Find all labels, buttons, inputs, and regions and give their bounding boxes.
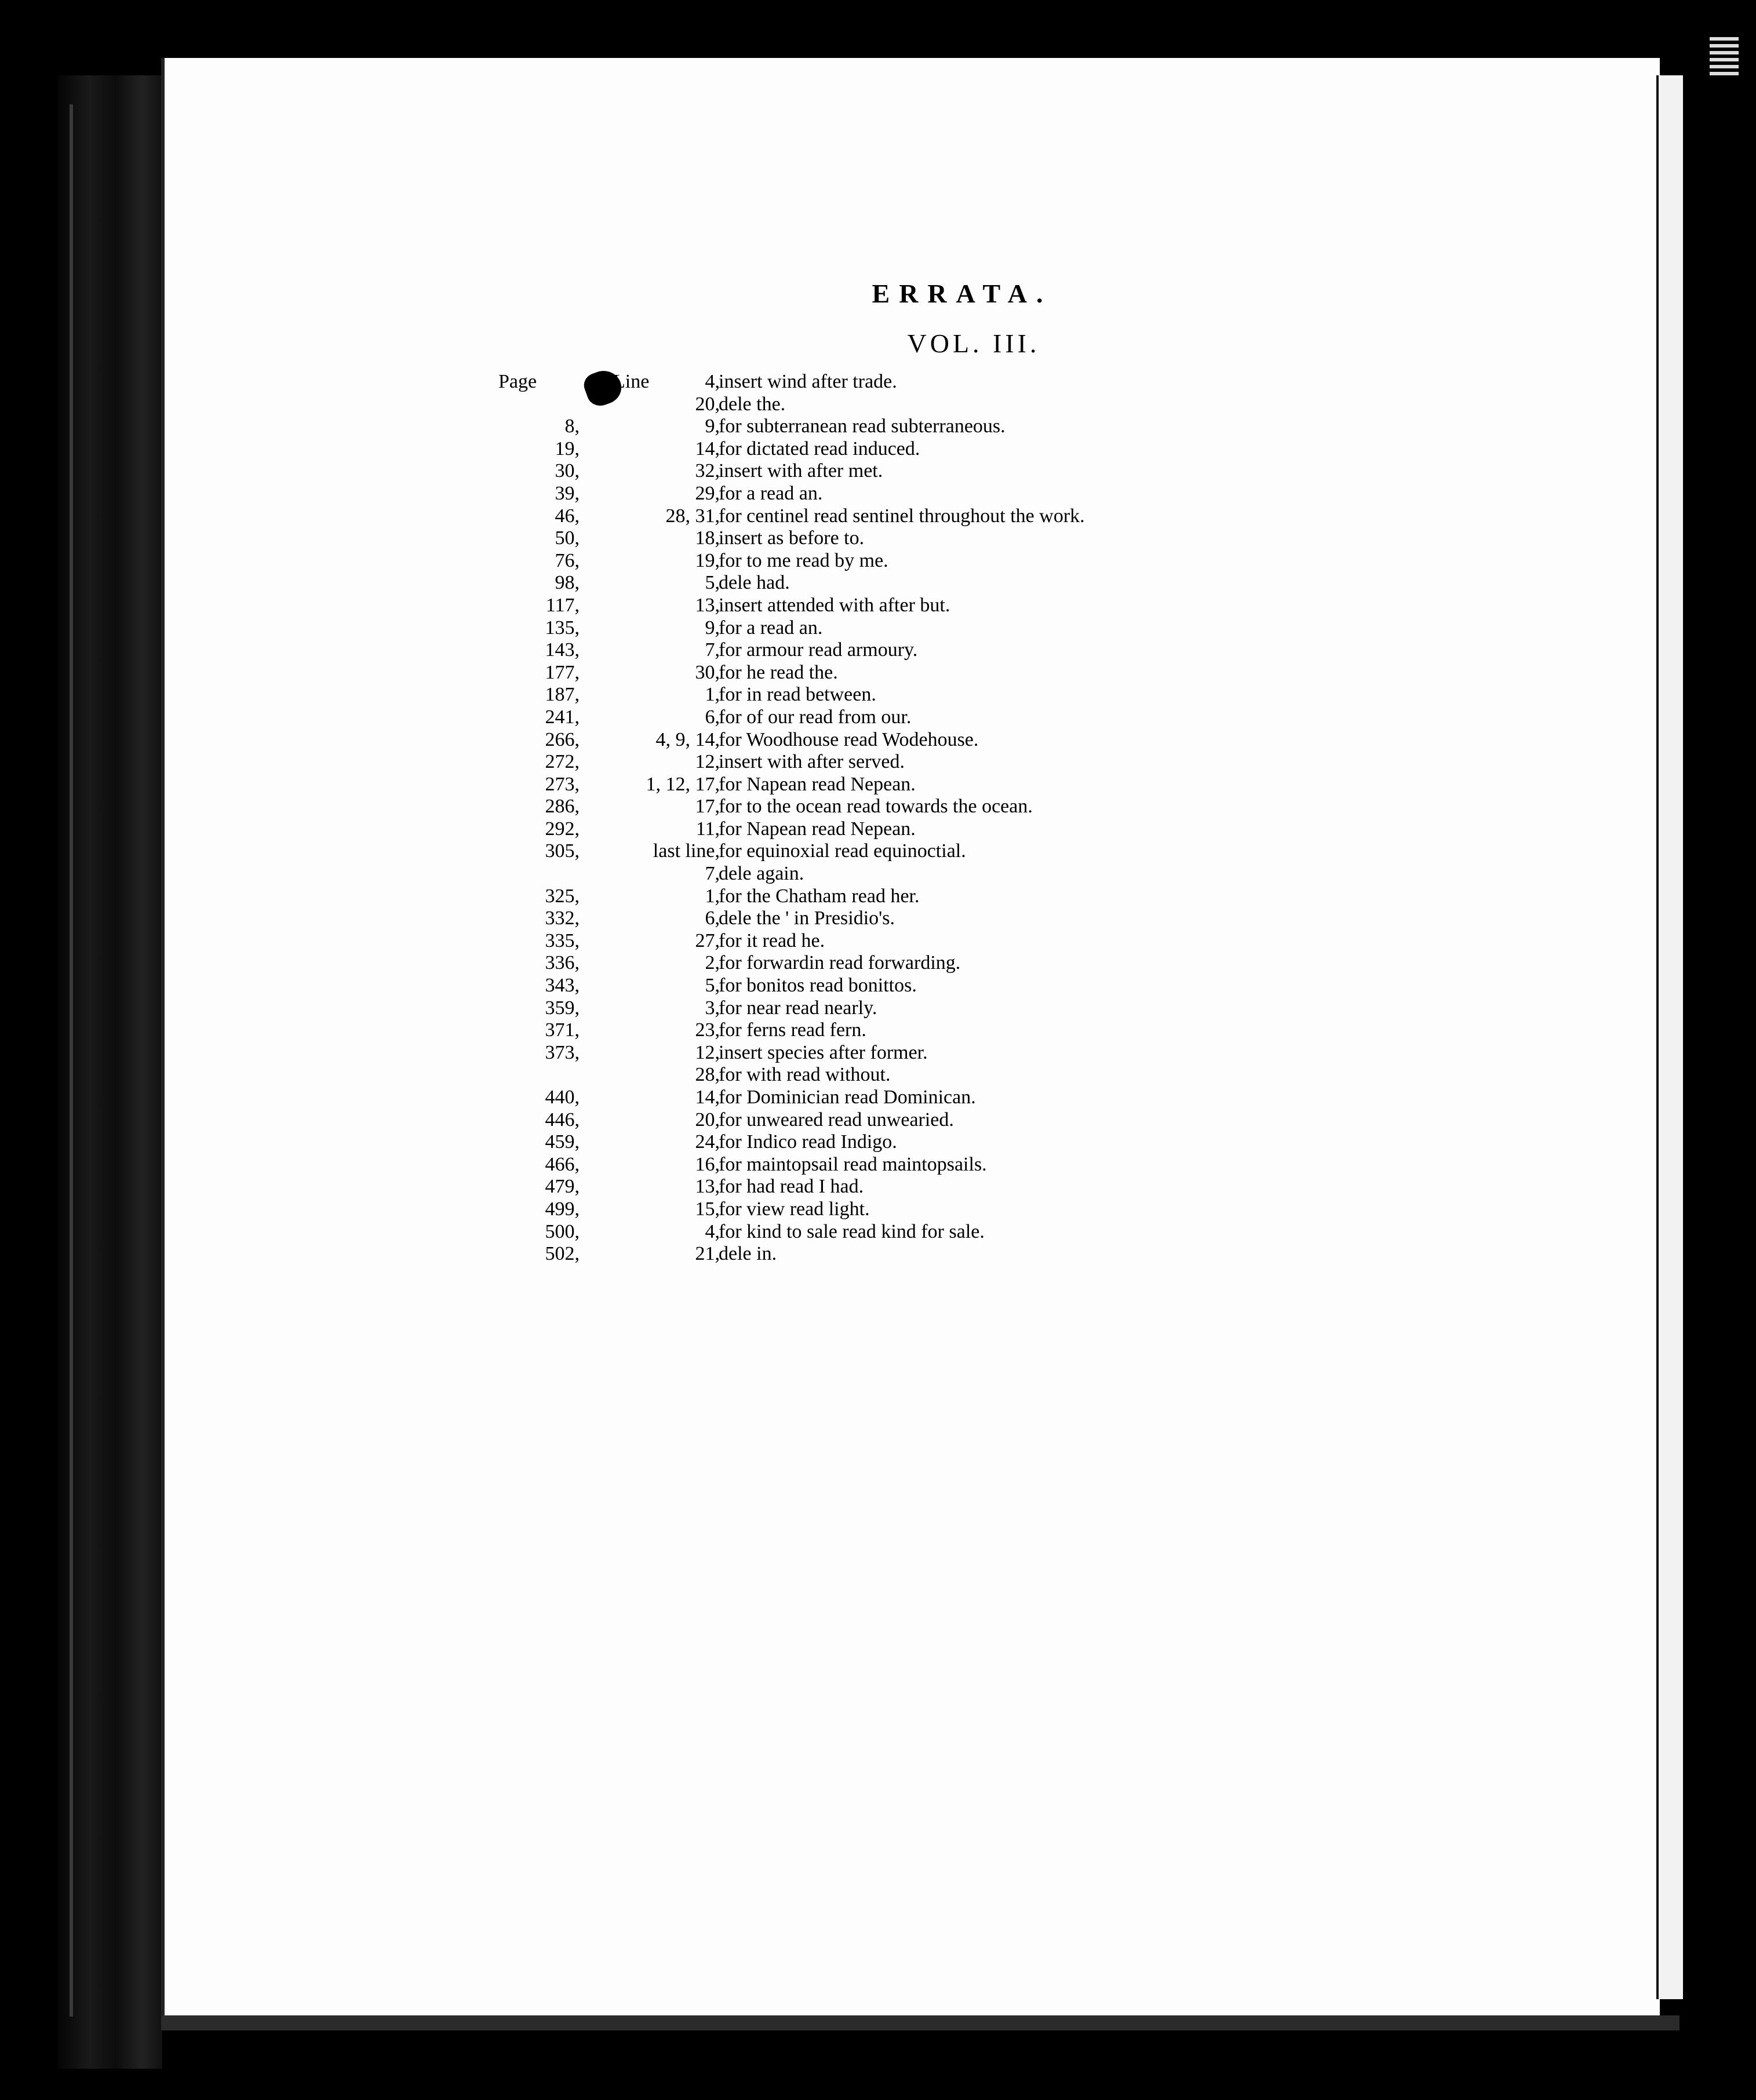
page-number: 46, [555, 505, 580, 527]
errata-row [487, 415, 1472, 438]
errata-row [487, 1221, 1472, 1244]
page-number: 500, [545, 1220, 580, 1242]
errata-row [487, 460, 1472, 483]
errata-row [487, 527, 1472, 550]
line-number: 7, [705, 639, 720, 661]
page-number: 241, [545, 706, 580, 728]
page-number: 359, [545, 997, 580, 1019]
page-number: 371, [545, 1019, 580, 1041]
page-number: 286, [545, 796, 580, 818]
page-number: 292, [545, 818, 580, 840]
correction-text: for with read without. [719, 1064, 891, 1086]
correction-text: for in read between. [719, 684, 876, 706]
errata-row [487, 1243, 1472, 1266]
correction-text: dele in. [719, 1243, 777, 1265]
page-number: 117, [545, 594, 580, 616]
line-number: 14, [695, 437, 720, 460]
errata-row [487, 863, 1472, 885]
correction-text: for unweared read unwearied. [719, 1109, 954, 1131]
line-number: 20, [695, 1109, 720, 1131]
errata-row [487, 1087, 1472, 1109]
errata-row [487, 371, 1472, 393]
page-number: 335, [545, 929, 580, 951]
errata-row [487, 729, 1472, 752]
page-number: 273, [545, 773, 580, 795]
errata-row [487, 639, 1472, 662]
errata-row [487, 393, 1472, 416]
correction-text: for forwardin read forwarding. [719, 952, 961, 974]
errata-row [487, 684, 1472, 706]
correction-text: for to the ocean read towards the ocean. [719, 796, 1033, 818]
correction-text: for to me read by me. [719, 549, 888, 571]
errata-row [487, 572, 1472, 595]
errata-row [487, 662, 1472, 684]
line-number: 15, [695, 1198, 720, 1220]
errata-row [487, 438, 1472, 461]
page-number: 343, [545, 975, 580, 997]
errata-list [487, 371, 1472, 1266]
page-number: 2, [591, 371, 606, 392]
line-number: 29, [695, 482, 720, 504]
correction-text: insert with after served. [719, 751, 905, 773]
correction-text: for ferns read fern. [719, 1019, 866, 1041]
correction-text: for Napean read Nepean. [719, 773, 916, 795]
page-number: 499, [545, 1198, 580, 1220]
errata-row [487, 1154, 1472, 1176]
line-number: 23, [695, 1019, 720, 1041]
correction-text: for it read he. [719, 929, 825, 951]
line-number: 7, [705, 863, 720, 885]
page-number: 19, [555, 437, 580, 460]
line-number: 13, [695, 1176, 720, 1198]
correction-text: for maintopsail read maintopsails. [719, 1153, 987, 1175]
errata-row [487, 997, 1472, 1020]
page-number: 502, [545, 1243, 580, 1265]
correction-text: for centinel read sentinel throughout the work. [719, 505, 1085, 527]
line-number: 14, [695, 1087, 720, 1108]
line-number: 1, [705, 885, 720, 907]
line-number: 30, [695, 661, 720, 683]
errata-row [487, 1019, 1472, 1042]
correction-text: for the Chatham read her. [719, 885, 920, 907]
errata-row [487, 1131, 1472, 1154]
correction-text: for equinoxial read equinoctial. [719, 840, 966, 862]
errata-row [487, 706, 1472, 729]
line-label: Line [613, 371, 650, 392]
line-number: 28, 31, [665, 505, 720, 527]
page-number: 305, [545, 840, 580, 862]
page-number: 459, [545, 1131, 580, 1153]
correction-text: insert as before to. [719, 527, 865, 549]
line-number: 9, [705, 617, 720, 639]
line-number: 5, [705, 572, 720, 594]
errata-row [487, 818, 1472, 841]
page-number: 373, [545, 1041, 580, 1063]
page-number: 446, [545, 1109, 580, 1131]
correction-text: for dictated read induced. [719, 437, 920, 460]
line-number: 11, [695, 818, 720, 840]
errata-row [487, 550, 1472, 573]
correction-text: for a read an. [719, 482, 823, 504]
page-number: 479, [545, 1176, 580, 1198]
errata-row [487, 840, 1472, 863]
correction-text: for subterranean read subterraneous. [719, 415, 1005, 437]
correction-text: for Dominician read Dominican. [719, 1087, 976, 1108]
page-number: 266, [545, 728, 580, 750]
line-number: 19, [695, 549, 720, 571]
correction-text: for armour read armoury. [719, 639, 918, 661]
line-number: 32, [695, 460, 720, 482]
errata-row [487, 1064, 1472, 1087]
page-number: 336, [545, 952, 580, 974]
page-number: 466, [545, 1153, 580, 1175]
errata-row [487, 751, 1472, 774]
correction-text: insert attended with after but. [719, 594, 950, 616]
line-number: 12, [695, 1041, 720, 1063]
correction-text: for Indico read Indigo. [719, 1131, 897, 1153]
line-number: 5, [705, 975, 720, 997]
correction-text: insert species after former. [719, 1041, 928, 1063]
line-number: 24, [695, 1131, 720, 1153]
page-number: 98, [555, 572, 580, 594]
volume-heading: VOL. III. [907, 329, 1040, 358]
line-number: 6, [705, 706, 720, 728]
errata-row [487, 595, 1472, 617]
line-number: 1, 12, 17, [646, 773, 720, 795]
page-label: Page [498, 371, 537, 392]
page-number: 325, [545, 885, 580, 907]
errata-row [487, 1109, 1472, 1132]
correction-text: for Woodhouse read Wodehouse. [719, 728, 979, 750]
line-number: 13, [695, 594, 720, 616]
correction-text: for he read the. [719, 661, 838, 683]
line-number: 9, [705, 415, 720, 437]
line-number: 4, [705, 371, 720, 392]
correction-text: for view read light. [719, 1198, 870, 1220]
correction-text: for of our read from our. [719, 706, 912, 728]
line-number: 27, [695, 929, 720, 951]
page-number: 187, [545, 684, 580, 706]
page-number: 135, [545, 617, 580, 639]
line-number: 21, [695, 1243, 720, 1265]
line-number: 4, [705, 1220, 720, 1242]
correction-text: for had read I had. [719, 1176, 864, 1198]
page-number: 332, [545, 907, 580, 929]
errata-row [487, 975, 1472, 997]
correction-text: insert with after met. [719, 460, 883, 482]
page-number: 143, [545, 639, 580, 661]
line-number: 4, 9, 14, [655, 728, 720, 750]
correction-text: dele the ' in Presidio's. [719, 907, 895, 929]
errata-row [487, 952, 1472, 975]
correction-text: dele had. [719, 572, 790, 594]
line-number: 28, [695, 1064, 720, 1086]
page-number: 30, [555, 460, 580, 482]
page-number: 76, [555, 549, 580, 571]
page-title: ERRATA. [872, 279, 1052, 308]
errata-row [487, 1198, 1472, 1221]
page-number: 50, [555, 527, 580, 549]
errata-row [487, 885, 1472, 908]
line-number: 1, [705, 684, 720, 706]
correction-text: for a read an. [719, 617, 823, 639]
errata-row [487, 1042, 1472, 1064]
correction-text: for bonitos read bonittos. [719, 975, 917, 997]
page-number: 39, [555, 482, 580, 504]
line-number: 2, [705, 952, 720, 974]
page-number: 440, [545, 1087, 580, 1108]
line-number: 17, [695, 796, 720, 818]
errata-row [487, 617, 1472, 640]
errata-row [487, 796, 1472, 818]
line-number: 3, [705, 997, 720, 1019]
line-number: 16, [695, 1153, 720, 1175]
line-number: last line, [653, 840, 720, 862]
page-number: 8, [564, 415, 580, 437]
correction-text: dele again. [719, 863, 804, 885]
line-number: 18, [695, 527, 720, 549]
errata-row [487, 930, 1472, 953]
correction-text: insert wind after trade. [719, 371, 897, 392]
correction-text: for Napean read Nepean. [719, 818, 916, 840]
errata-row [487, 774, 1472, 796]
errata-row [487, 1176, 1472, 1198]
errata-row [487, 483, 1472, 505]
line-number: 6, [705, 907, 720, 929]
correction-text: dele the. [719, 393, 786, 415]
page-number: 272, [545, 751, 580, 773]
errata-row [487, 907, 1472, 930]
line-number: 12, [695, 751, 720, 773]
errata-row [487, 505, 1472, 528]
page-number: 177, [545, 661, 580, 683]
correction-text: for near read nearly. [719, 997, 877, 1019]
line-number: 20, [695, 393, 720, 415]
correction-text: for kind to sale read kind for sale. [719, 1220, 985, 1242]
